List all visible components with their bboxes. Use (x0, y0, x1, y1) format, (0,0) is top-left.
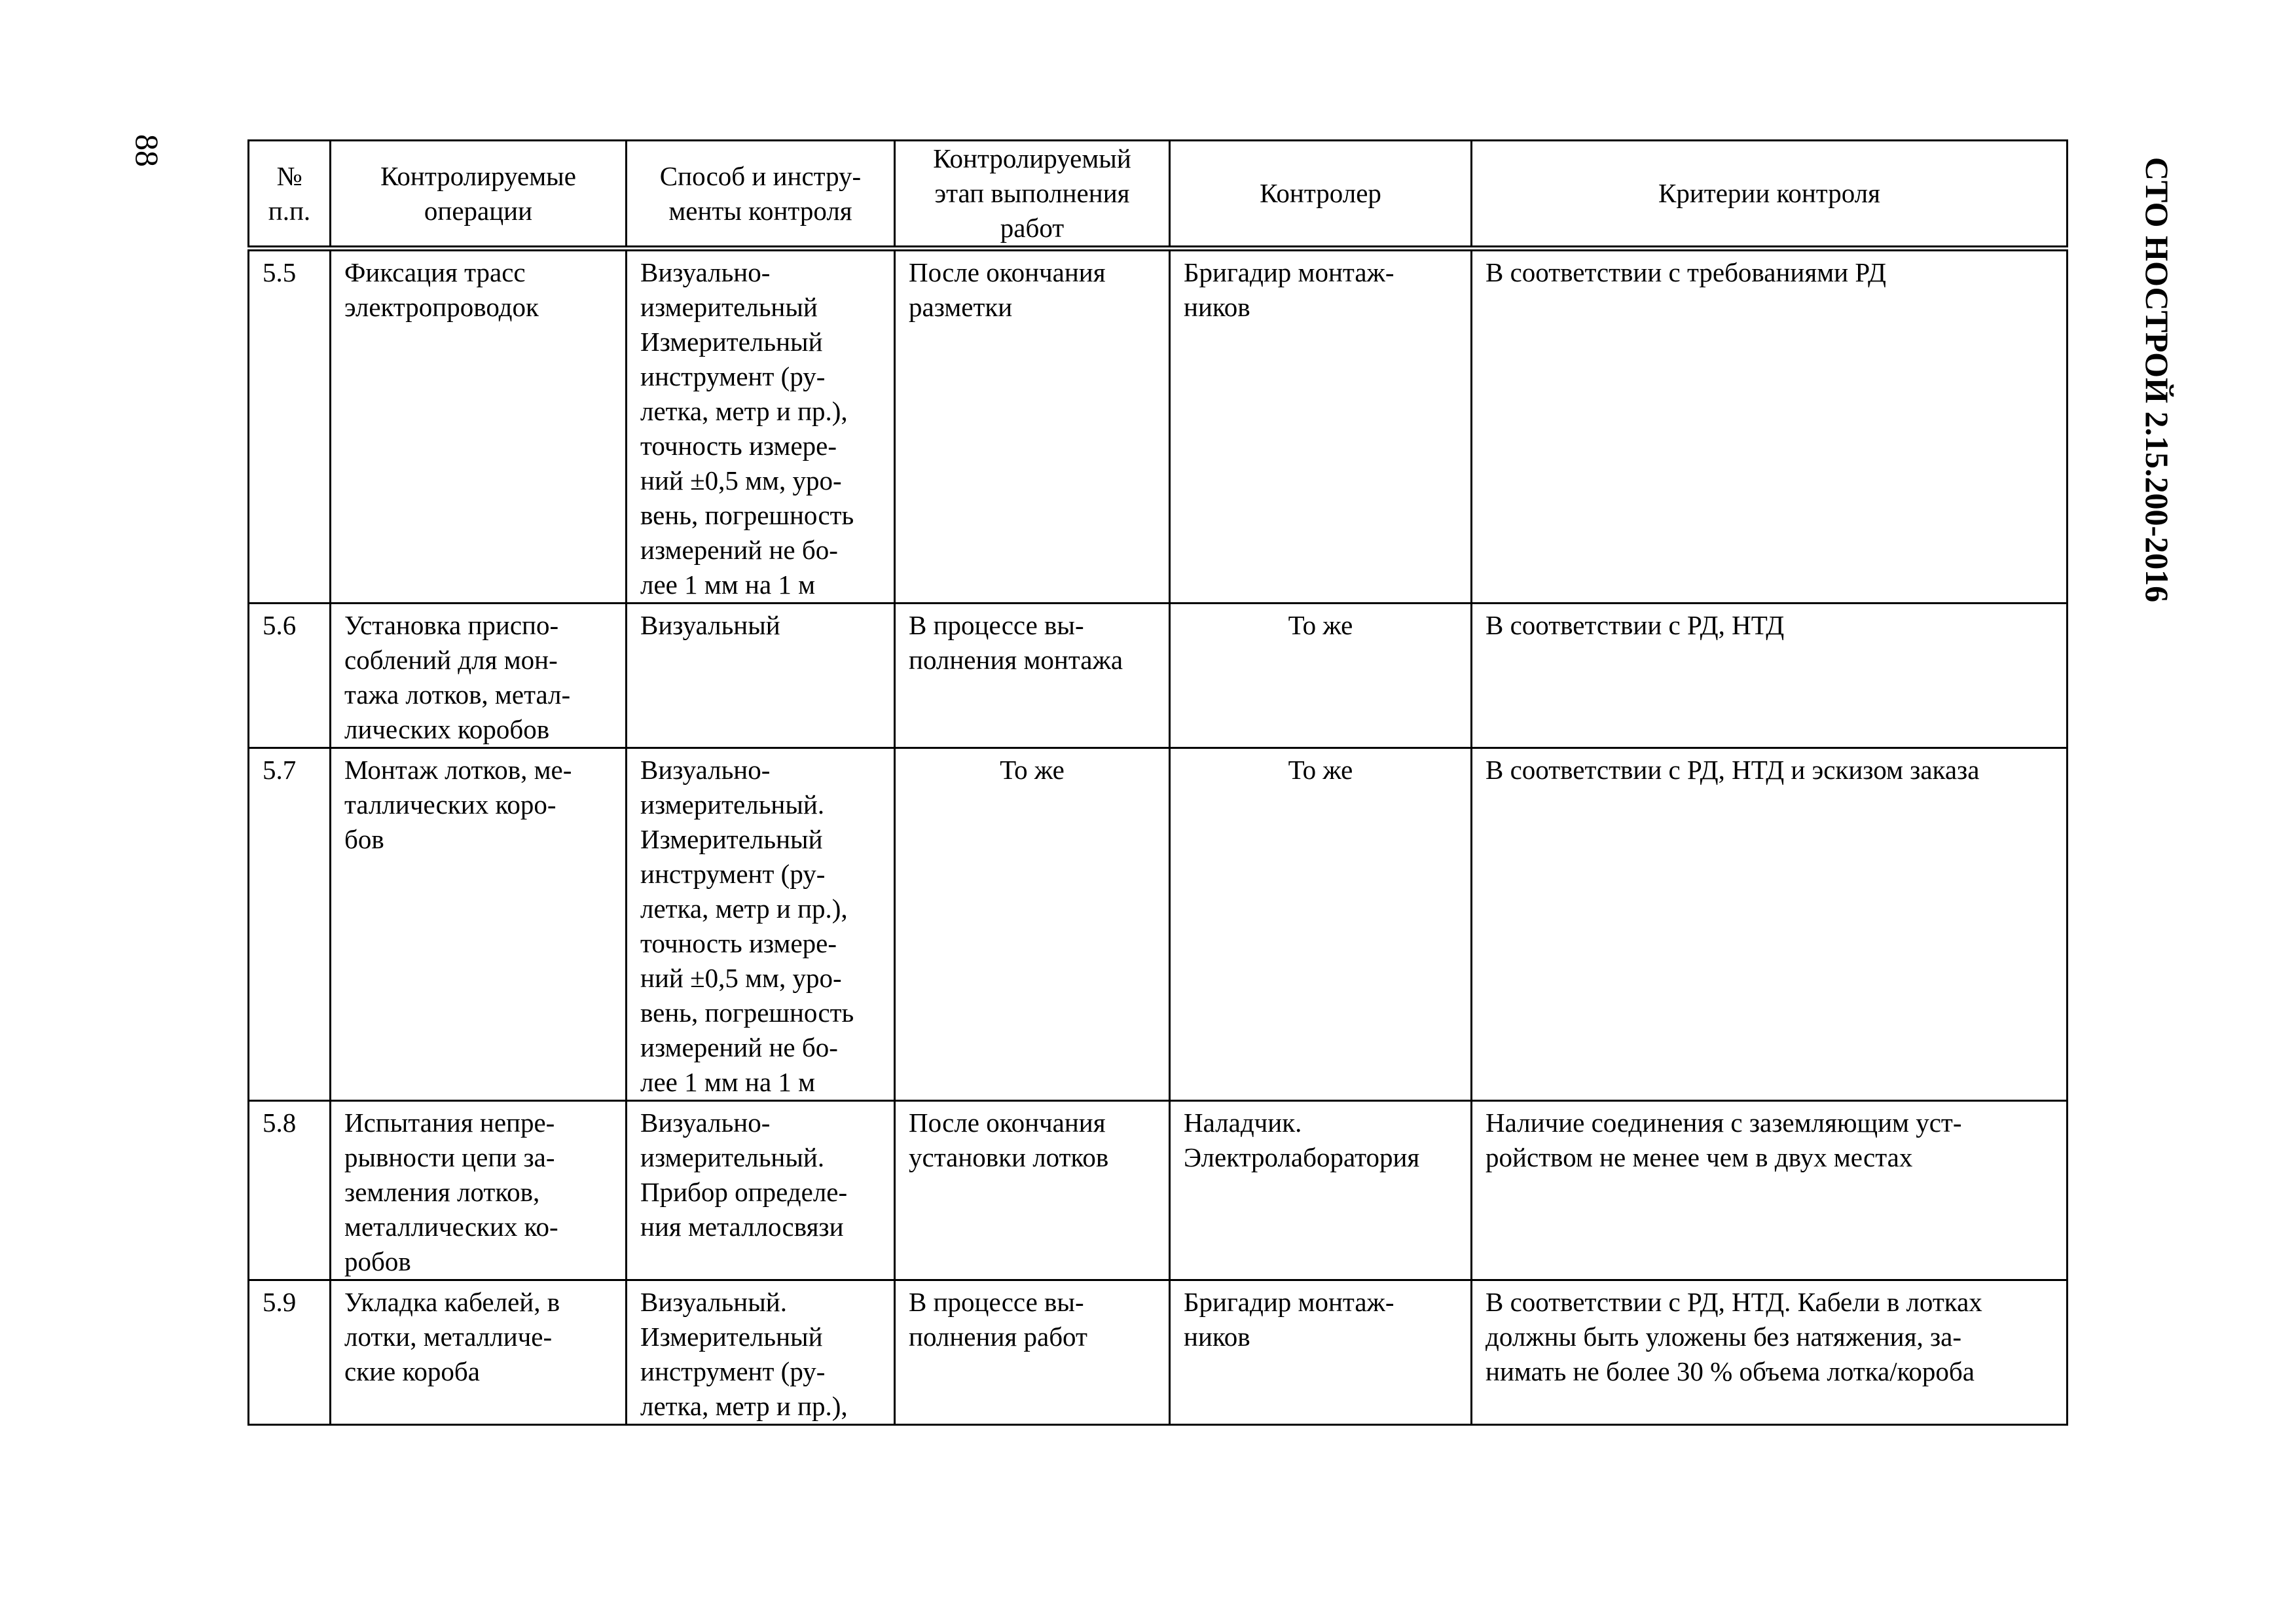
table-row (249, 249, 2068, 604)
cell-stage-text: В процессе вы- полнения работ (909, 1287, 1087, 1352)
cell-controller (1170, 1101, 1472, 1280)
cell-num (249, 748, 331, 1101)
cell-method-text: Визуально- измерительный. Измерительный инструмент (ру- летка, метр и пр.), точность измере- ний ±0,5 мм, уро- вень, погрешность измерений не бо- лее 1 мм на 1 м (640, 755, 854, 1097)
header-stage-label: Контролируемый этап выполнения работ (933, 143, 1131, 243)
cell-method (627, 1280, 895, 1425)
cell-controller (1170, 748, 1472, 1101)
cell-operation (331, 604, 627, 748)
cell-criteria (1472, 1101, 2068, 1280)
header-operations-label: Контролируемые операции (380, 160, 576, 226)
page-number-text: 88 (129, 134, 166, 167)
cell-criteria-text: В соответствии с требованиями РД (1485, 257, 1887, 287)
header-method (627, 141, 895, 249)
cell-criteria (1472, 249, 2068, 604)
cell-stage-text: В процессе вы- полнения монтажа (909, 610, 1123, 675)
table-body (249, 249, 2068, 1425)
cell-operation (331, 1101, 627, 1280)
cell-num-text: 5.5 (263, 257, 297, 287)
cell-controller (1170, 249, 1472, 604)
cell-criteria-text: В соответствии с РД, НТД (1485, 610, 1785, 640)
cell-method (627, 249, 895, 604)
cell-num-text: 5.6 (263, 610, 297, 640)
header-row (249, 141, 2068, 249)
header-criteria-label: Критерии контроля (1658, 178, 1880, 208)
cell-criteria-text: Наличие соединения с заземляющим уст- ройством не менее чем в двух местах (1485, 1108, 1962, 1172)
header-controller (1170, 141, 1472, 249)
header-num-label: № п.п. (268, 160, 311, 226)
cell-method (627, 748, 895, 1101)
cell-stage (895, 604, 1170, 748)
cell-num (249, 1101, 331, 1280)
cell-operation-text: Монтаж лотков, ме- таллических коро- бов (344, 755, 572, 854)
document-code-text: СТО НОСТРОЙ 2.15.200-2016 (2139, 156, 2176, 603)
cell-criteria (1472, 1280, 2068, 1425)
cell-criteria (1472, 748, 2068, 1101)
cell-method-text: Визуальный. Измерительный инструмент (ру- летка, метр и пр.), (640, 1287, 848, 1421)
table-row (249, 604, 2068, 748)
cell-method (627, 604, 895, 748)
cell-method-text: Визуально- измерительный. Прибор определе- ния металлосвязи (640, 1108, 848, 1242)
table-header (249, 141, 2068, 249)
cell-operation (331, 1280, 627, 1425)
cell-criteria (1472, 604, 2068, 748)
cell-operation-text: Укладка кабелей, в лотки, металличе- ские короба (344, 1287, 560, 1386)
cell-stage (895, 249, 1170, 604)
cell-method-text: Визуально- измерительный Измерительный инструмент (ру- летка, метр и пр.), точность измере- ний ±0,5 мм, уро- вень, погрешность измерений не бо- лее 1 мм на 1 м (640, 257, 854, 600)
control-table (247, 139, 2068, 1426)
table-row (249, 748, 2068, 1101)
cell-controller-text: Бригадир монтаж- ников (1184, 1287, 1394, 1352)
header-stage (895, 141, 1170, 249)
cell-stage-text: После окончания установки лотков (909, 1108, 1109, 1172)
header-controller-label: Контролер (1260, 178, 1381, 208)
cell-criteria-text: В соответствии с РД, НТД. Кабели в лотках должны быть уложены без натяжения, за- нимать не более 30 % объема лотка/короба (1485, 1287, 1982, 1386)
header-operations (331, 141, 627, 249)
cell-num (249, 249, 331, 604)
cell-num-text: 5.7 (263, 755, 297, 785)
table-row (249, 1280, 2068, 1425)
cell-operation-text: Фиксация трасс электропроводок (344, 257, 539, 322)
cell-num-text: 5.8 (263, 1108, 297, 1138)
cell-operation (331, 249, 627, 604)
cell-stage-text: После окончания разметки (909, 257, 1106, 322)
cell-stage (895, 1101, 1170, 1280)
cell-stage (895, 1280, 1170, 1425)
cell-controller-text: Наладчик. Электролаборатория (1184, 1108, 1420, 1172)
cell-stage-text: То же (1000, 755, 1065, 785)
cell-num (249, 604, 331, 748)
header-criteria (1472, 141, 2068, 249)
cell-operation-text: Установка приспо- соблений для мон- тажа лотков, метал- лических коробов (344, 610, 571, 744)
cell-num (249, 1280, 331, 1425)
cell-criteria-text: В соответствии с РД, НТД и эскизом заказа (1485, 755, 1980, 785)
header-method-label: Способ и инстру- менты контроля (659, 160, 862, 226)
cell-controller (1170, 1280, 1472, 1425)
cell-num-text: 5.9 (263, 1287, 297, 1317)
cell-controller-text: То же (1288, 755, 1353, 785)
cell-stage (895, 748, 1170, 1101)
header-num (249, 141, 331, 249)
cell-controller (1170, 604, 1472, 748)
cell-operation-text: Испытания непре- рывности цепи за- земления лотков, металлических ко- робов (344, 1108, 558, 1276)
cell-controller-text: То же (1288, 610, 1353, 640)
table-row (249, 1101, 2068, 1280)
cell-method-text: Визуальный (640, 610, 780, 640)
cell-method (627, 1101, 895, 1280)
cell-operation (331, 748, 627, 1101)
cell-controller-text: Бригадир монтаж- ников (1184, 257, 1394, 322)
